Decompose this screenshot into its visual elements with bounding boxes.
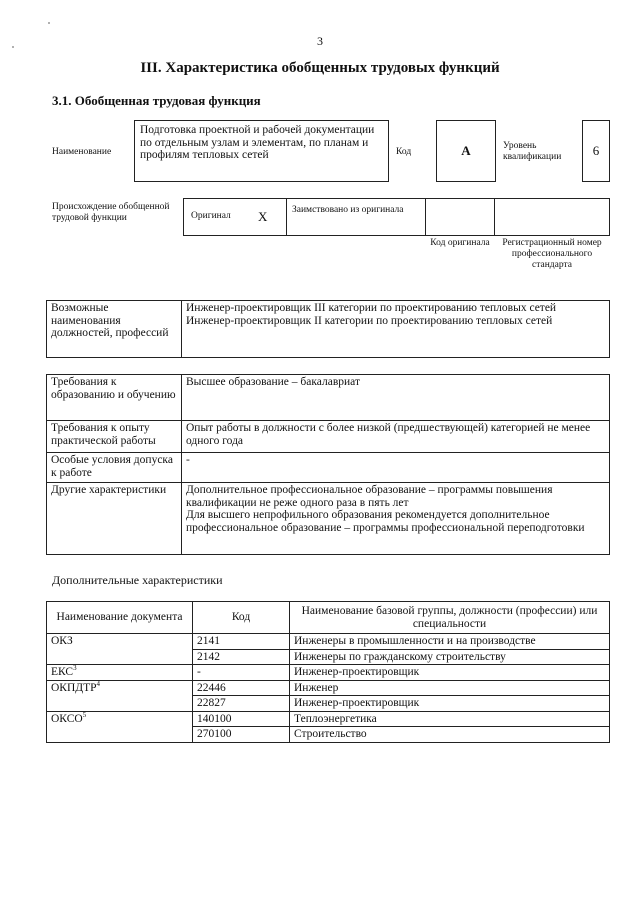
- level-value-box: [582, 120, 610, 182]
- code-value-box: [436, 120, 496, 182]
- code-cell: 2142: [193, 649, 290, 665]
- requirement-label: Другие характеристики: [47, 483, 182, 555]
- name-cell: Инженеры по гражданскому строительству: [290, 649, 610, 665]
- additional-title: Дополнительные характеристики: [52, 573, 223, 587]
- level-label: Уровень квалификации: [503, 141, 562, 162]
- borrowed-cell: [286, 198, 426, 236]
- code-cell: 140100: [193, 711, 290, 727]
- document-name: ЕКС: [51, 666, 74, 678]
- original-code-caption: Код оригинала: [430, 238, 490, 248]
- code-cell: 22446: [193, 680, 290, 696]
- code-value: А: [461, 143, 471, 158]
- footnote-mark: 4: [96, 679, 101, 688]
- name-cell: Инженеры в промышленности и на производстве: [290, 634, 610, 650]
- borrowed-label: Заимствовано из оригинала: [292, 205, 404, 215]
- name-cell: Инженер-проектировщик: [290, 665, 610, 681]
- code-label: Код: [396, 147, 412, 157]
- positions-label: Возможные наименования должностей, профессий: [47, 301, 182, 358]
- function-name-box: [134, 120, 389, 182]
- positions-value: [182, 301, 610, 358]
- name-label: Наименование: [52, 147, 112, 157]
- level-value: 6: [592, 143, 600, 158]
- document-name: ОКСО: [51, 712, 83, 725]
- code-cell: 270100: [193, 727, 290, 743]
- position-line: Инженер-проектировщик III категории по проектированию тепловых сетей: [186, 302, 557, 314]
- name-cell: Инженер: [290, 680, 610, 696]
- original-cell: [183, 198, 287, 236]
- additional-table: [46, 601, 610, 743]
- requirements-table: [46, 374, 610, 555]
- code-cell: 2141: [193, 634, 290, 650]
- document-cell: [47, 634, 193, 665]
- requirement-label: Требования к опыту практической работы: [47, 421, 182, 453]
- requirement-value: -: [182, 453, 610, 483]
- registration-number-caption: Регистрационный номер профессионального стандарта: [502, 238, 602, 270]
- registration-number-cell: [494, 198, 610, 236]
- header-name: Наименование базовой группы, должности (профессии) или специальности: [290, 602, 610, 634]
- position-line: Инженер-проектировщик II категории по проектированию тепловых сетей: [186, 314, 553, 327]
- footnote-mark: 5: [82, 710, 87, 719]
- name-cell: Теплоэнергетика: [290, 711, 610, 727]
- positions-table: [46, 300, 610, 358]
- subsection-title: 3.1. Обобщенная трудовая функция: [52, 93, 261, 108]
- requirement-label: Требования к образованию и обучению: [47, 375, 182, 421]
- header-document: Наименование документа: [47, 602, 193, 634]
- code-cell: 22827: [193, 696, 290, 712]
- original-code-cell: [425, 198, 495, 236]
- origin-label: Происхождение обобщенной трудовой функции: [52, 202, 170, 223]
- section-title: III. Характеристика обобщенных трудовых функций: [140, 60, 500, 76]
- footnote-mark: 3: [73, 664, 77, 673]
- requirement-value: Опыт работы в должности с более низкой (предшествующей) категорией не менее одного года: [182, 421, 610, 453]
- original-label: Оригинал: [191, 211, 231, 221]
- header-code: Код: [193, 602, 290, 634]
- original-mark: X: [258, 209, 268, 224]
- document-name: ОКПДТР: [51, 681, 97, 694]
- page-number: 3: [317, 34, 323, 48]
- document-cell: [47, 711, 193, 742]
- document-cell: [47, 665, 193, 681]
- requirement-label: Особые условия допуска к работе: [47, 453, 182, 483]
- requirement-value: Дополнительное профессиональное образование – программы повышения квалификации не реже одного раза в пять лет Для высшего непрофильного образования рекомендуется дополнительное профессиональное образование – программы профессиональной переподготовки: [182, 483, 610, 555]
- scan-speck: [48, 22, 50, 24]
- name-cell: Инженер-проектировщик: [290, 696, 610, 712]
- function-name-value: Подготовка проектной и рабочей документации по отдельным узлам и элементам, по планам и профилям тепловых сетей: [140, 124, 375, 161]
- document-cell: [47, 680, 193, 711]
- code-cell: -: [193, 665, 290, 681]
- requirement-value: Высшее образование – бакалавриат: [182, 375, 610, 421]
- document-name: ОКЗ: [51, 635, 73, 647]
- name-cell: Строительство: [290, 727, 610, 743]
